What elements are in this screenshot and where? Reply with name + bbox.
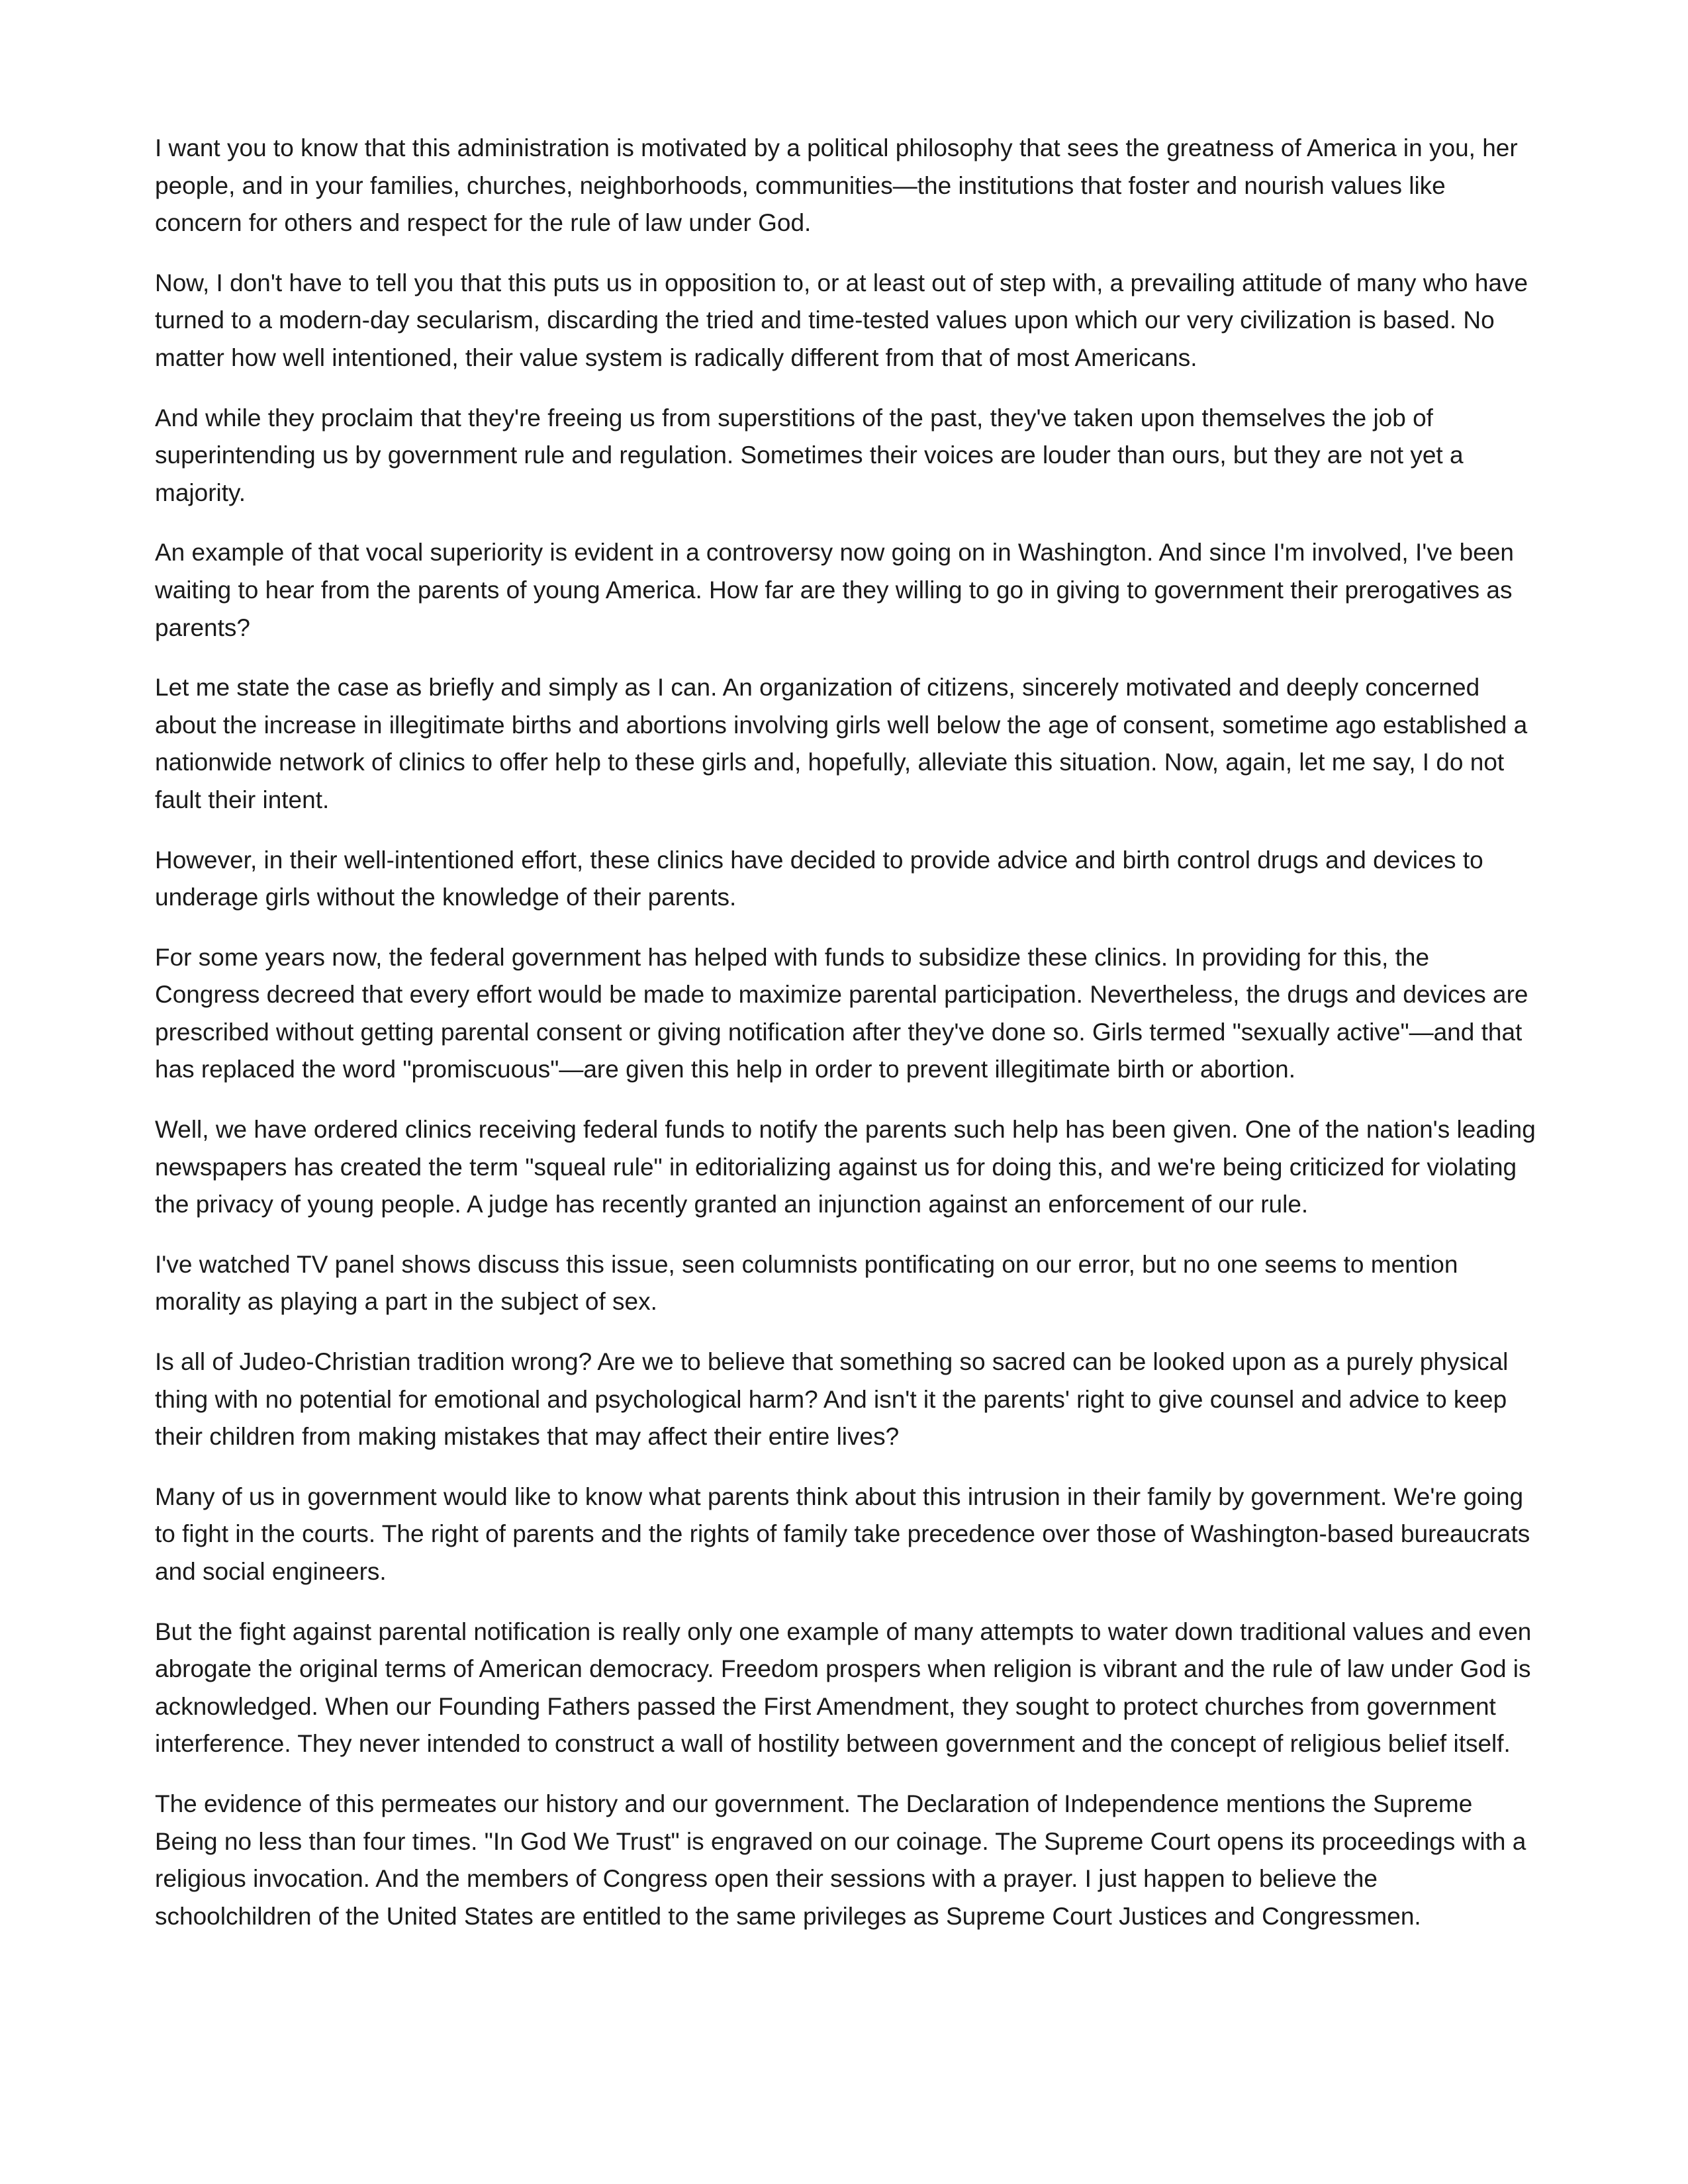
paragraph: Many of us in government would like to know what parents think about this intrusion in their family by government. We're going to fight in the courts. The right of parents and the rights of family take precedence over those of Washington-based bureaucrats and social engineers. xyxy=(155,1482,1530,1585)
paragraph: But the fight against parental notification is really only one example of many attempts to water down traditional values and even abrogate the original terms of American democracy. Freedom prospers when religion is vibrant and the rule of law under God is acknowledged. When our Founding Fathers passed the First Amendment, they sought to protect churches from government interference. They never intended to construct a wall of hostility between government and the concept of religious belief itself. xyxy=(155,1617,1532,1758)
paragraph: Is all of Judeo-Christian tradition wrong? Are we to believe that something so sacred can be looked upon as a purely physical thing with no potential for emotional and psychological harm? And isn't it the parents' right to give counsel and advice to keep their children from making mistakes that may affect their entire lives? xyxy=(155,1348,1509,1451)
paragraph: Now, I don't have to tell you that this puts us in opposition to, or at least out of step with, a prevailing attitude of many who have turned to a modern-day secularism, discarding the tried and time-tested values upon which our very civilization is based. No matter how well intentioned, their value system is radically different from that of most Americans. xyxy=(155,269,1528,371)
paragraph: For some years now, the federal government has helped with funds to subsidize these clinics. In providing for this, the Congress decreed that every effort would be made to maximize parental participation. Nevertheless, the drugs and devices are prescribed without getting parental consent or giving notification after they've done so. Girls termed "sexually active"—and that has replaced the word "promiscuous"—are given this help in order to prevent illegitimate birth or abortion. xyxy=(155,943,1528,1083)
paragraph: Let me state the case as briefly and simply as I can. An organization of citizens, sincerely motivated and deeply concerned about the increase in illegitimate births and abortions involving girls well below the age of consent, sometime ago established a nationwide network of clinics to offer help to these girls and, hopefully, alleviate this situation. Now, again, let me say, I do not fault their intent. xyxy=(155,674,1528,813)
paragraph: Well, we have ordered clinics receiving federal funds to notify the parents such help has been given. One of the nation's leading newspapers has created the term "squeal rule" in editorializing against us for doing this, and we're being criticized for violating the privacy of young people. A judge has recently granted an injunction against an enforcement of our rule. xyxy=(155,1116,1536,1218)
paragraph: However, in their well-intentioned effort, these clinics have decided to provide advice and birth control drugs and devices to underage girls without the knowledge of their parents. xyxy=(155,846,1483,911)
paragraph: I've watched TV panel shows discuss this issue, seen columnists pontificating on our error, but no one seems to mention morality as playing a part in the subject of sex. xyxy=(155,1250,1458,1316)
paragraph: And while they proclaim that they're freeing us from superstitions of the past, they've taken upon themselves the job of superintending us by government rule and regulation. Sometimes their voices are louder than ours, but they are not yet a majority. xyxy=(155,404,1464,506)
paragraph: I want you to know that this administration is motivated by a political philosophy that sees the greatness of America in you, her people, and in your families, churches, neighborhoods, communities—the institutions that foster and nourish values like concern for others and respect for the rule of law under God. xyxy=(155,134,1518,237)
paragraph: An example of that vocal superiority is evident in a controversy now going on in Washington. And since I'm involved, I've been waiting to hear from the parents of young America. How far are they willing to go in giving to government their prerogatives as parents? xyxy=(155,539,1514,641)
paragraph: The evidence of this permeates our history and our government. The Declaration of Independence mentions the Supreme Being no less than four times. "In God We Trust" is engraved on our coinage. The Supreme Court opens its proceedings with a religious invocation. And the members of Congress open their sessions with a prayer. I just happen to believe the schoolchildren of the United States are entitled to the same privileges as Supreme Court Justices and Congressmen. xyxy=(155,1790,1526,1930)
document-page xyxy=(155,130,1538,1958)
